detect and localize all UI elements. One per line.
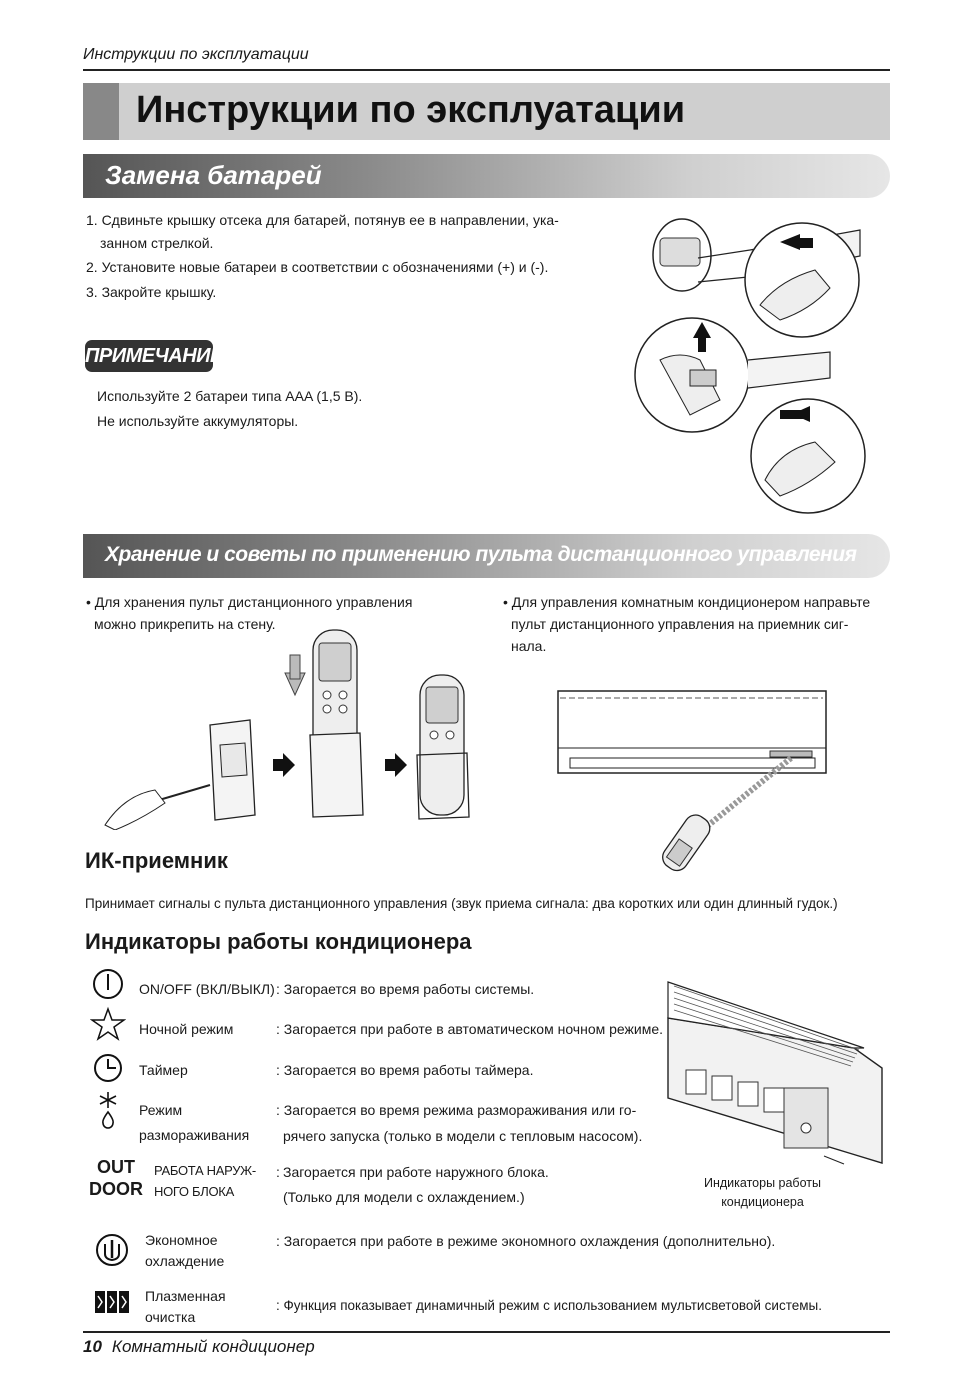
ir-receiver-heading: ИК-приемник: [85, 848, 228, 873]
indicator-desc-outdoor-2: (Только для модели с охлаждением.): [283, 1189, 525, 1205]
outdoor-icon-text-1: OUT: [97, 1157, 135, 1177]
outdoor-icon-text-2: DOOR: [89, 1179, 143, 1199]
indicator-desc-outdoor-1: Загорается при работе наружного блока.: [283, 1164, 549, 1180]
storage-left-line-1: • Для хранения пульт дистанционного управления: [86, 594, 413, 610]
clock-icon: [90, 1050, 126, 1086]
indicator-desc-plasma: : Функция показывает динамичный режим с использованием мультисветовой системы.: [276, 1298, 822, 1313]
outdoor-colon: :: [276, 1164, 280, 1180]
battery-step-3: 3. Закройте крышку.: [86, 284, 217, 300]
header-rule: [83, 69, 890, 71]
indicators-heading: Индикаторы работы кондиционера: [85, 929, 472, 954]
battery-replacement-illustration: [630, 210, 870, 520]
indicator-desc-onoff: : Загорается во время работы системы.: [276, 981, 535, 997]
section-heading-storage-text: Хранение и советы по применению пульта дистанционного управления: [105, 543, 857, 566]
outdoor-icon: [86, 1156, 146, 1200]
indicator-desc-eco: : Загорается при работе в режиме экономного охлаждения (дополнительно).: [276, 1233, 776, 1249]
page-title-bar: [83, 83, 890, 140]
section-heading-battery: [83, 154, 890, 198]
footer-rule: [83, 1331, 890, 1333]
note-badge: ПРИМЕЧАНИЕ: [85, 340, 213, 372]
indicator-desc-night: : Загорается при работе в автоматическом ночном режиме.: [276, 1021, 664, 1037]
indicator-desc-defrost-2: рячего запуска (только в модели с тепловым насосом).: [283, 1128, 643, 1144]
running-header: Инструкции по эксплуатации: [83, 46, 309, 63]
indicator-label-outdoor-2: НОГО БЛОКА: [154, 1184, 234, 1199]
eco-icon: [94, 1232, 130, 1268]
storage-right-line-2: пульт дистанционного управления на приемник сиг-: [511, 616, 849, 632]
note-line-1: Используйте 2 батареи типа AAA (1,5 В).: [97, 388, 363, 404]
page-title: Инструкции по эксплуатации: [136, 89, 686, 131]
battery-step-1: 1. Сдвиньте крышку отсека для батарей, потянув ее в направлении, ука-: [86, 212, 559, 228]
indicator-label-defrost-1: Режим: [139, 1102, 183, 1118]
section-heading-battery-text: Замена батарей: [105, 160, 322, 190]
section-heading-storage: [83, 534, 890, 578]
note-line-2: Не используйте аккумуляторы.: [97, 413, 299, 429]
storage-right-line-1: • Для управления комнатным кондиционером направьте: [503, 594, 871, 610]
ir-receiver-text: Принимает сигналы с пульта дистанционного управления (звук приема сигнала: два коротких или один длинный гудок.): [85, 896, 838, 911]
indicator-label-night: Ночной режим: [139, 1021, 234, 1037]
indicator-label-timer: Таймер: [139, 1062, 188, 1078]
indicator-caption-line-1: Индикаторы работы: [704, 1176, 821, 1190]
battery-step-2: 2. Установите новые батареи в соответствии с обозначениями (+) и (-).: [86, 259, 549, 275]
indoor-unit-open-illustration: [664, 978, 886, 1168]
indicator-label-plasma-1: Плазменная: [145, 1288, 226, 1304]
plasma-icon: [94, 1287, 130, 1317]
storage-left-line-2: можно прикрепить на стену.: [94, 616, 276, 632]
indicator-label-eco-2: охлаждение: [145, 1253, 225, 1269]
power-icon: [90, 966, 126, 1002]
indicator-caption: [690, 1174, 835, 1212]
footer-text: Комнатный кондиционер: [111, 1337, 315, 1356]
battery-step-1-cont: занном стрелкой.: [100, 235, 214, 251]
defrost-icon: [90, 1090, 126, 1130]
indoor-unit-remote-illustration: [555, 688, 830, 888]
page-number: 10: [83, 1337, 102, 1356]
indicator-label-onoff: ON/OFF (ВКЛ/ВЫКЛ): [139, 981, 275, 997]
title-accent-block: [83, 83, 119, 140]
indicator-desc-timer: : Загорается во время работы таймера.: [276, 1062, 534, 1078]
indicator-caption-line-2: кондиционера: [721, 1195, 804, 1209]
storage-right-line-3: нала.: [511, 638, 547, 654]
indicator-label-outdoor-1: РАБОТА НАРУЖ-: [154, 1163, 256, 1178]
page-footer: [83, 1337, 315, 1357]
indicator-label-plasma-2: очистка: [145, 1309, 196, 1325]
indicator-desc-defrost-1: : Загорается во время режима размораживания или го-: [276, 1102, 637, 1118]
star-icon: [90, 1006, 126, 1042]
indicator-label-eco-1: Экономное: [145, 1232, 218, 1248]
remote-holder-illustration: [95, 625, 490, 830]
indicator-label-defrost-2: размораживания: [139, 1127, 250, 1143]
